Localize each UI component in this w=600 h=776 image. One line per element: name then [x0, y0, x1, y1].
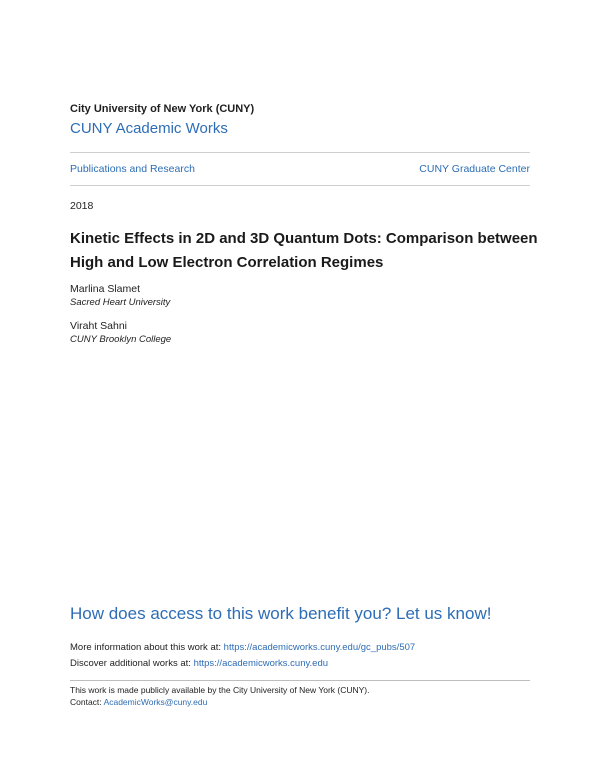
footer-notice	[70, 684, 370, 708]
paper-title: Kinetic Effects in 2D and 3D Quantum Dots: Comparison between High and Low Electron Correlation Regimes	[70, 230, 538, 271]
divider	[70, 152, 530, 153]
institution-link[interactable]: CUNY Graduate Center	[419, 163, 530, 175]
more-info-line	[70, 642, 415, 653]
feedback-link[interactable]: How does access to this work benefit you? Let us know!	[70, 604, 492, 623]
author-name: Viraht Sahni	[70, 320, 128, 332]
author-block	[70, 320, 171, 345]
publication-year: 2018	[70, 200, 94, 212]
repository-url-link[interactable]: https://academicworks.cuny.edu	[193, 658, 329, 669]
discover-line	[70, 658, 328, 669]
author-block	[70, 283, 170, 308]
author-affiliation: CUNY Brooklyn College	[70, 334, 172, 345]
author-name: Marlina Slamet	[70, 283, 141, 295]
contact-label: Contact:	[70, 697, 104, 707]
author-affiliation: Sacred Heart University	[70, 297, 171, 308]
collection-link[interactable]: Publications and Research	[70, 163, 195, 175]
discover-label: Discover additional works at:	[70, 658, 194, 669]
university-name: City University of New York (CUNY)	[70, 103, 255, 115]
repository-link[interactable]: CUNY Academic Works	[70, 120, 228, 137]
contact-line	[70, 696, 370, 708]
more-info-label: More information about this work at:	[70, 642, 224, 653]
divider	[70, 185, 530, 186]
contact-email-link[interactable]: AcademicWorks@cuny.edu	[103, 697, 208, 707]
work-url-link[interactable]: https://academicworks.cuny.edu/gc_pubs/507	[223, 642, 416, 653]
availability-notice: This work is made publicly available by the City University of New York (CUNY).	[70, 685, 370, 695]
divider	[70, 680, 530, 681]
